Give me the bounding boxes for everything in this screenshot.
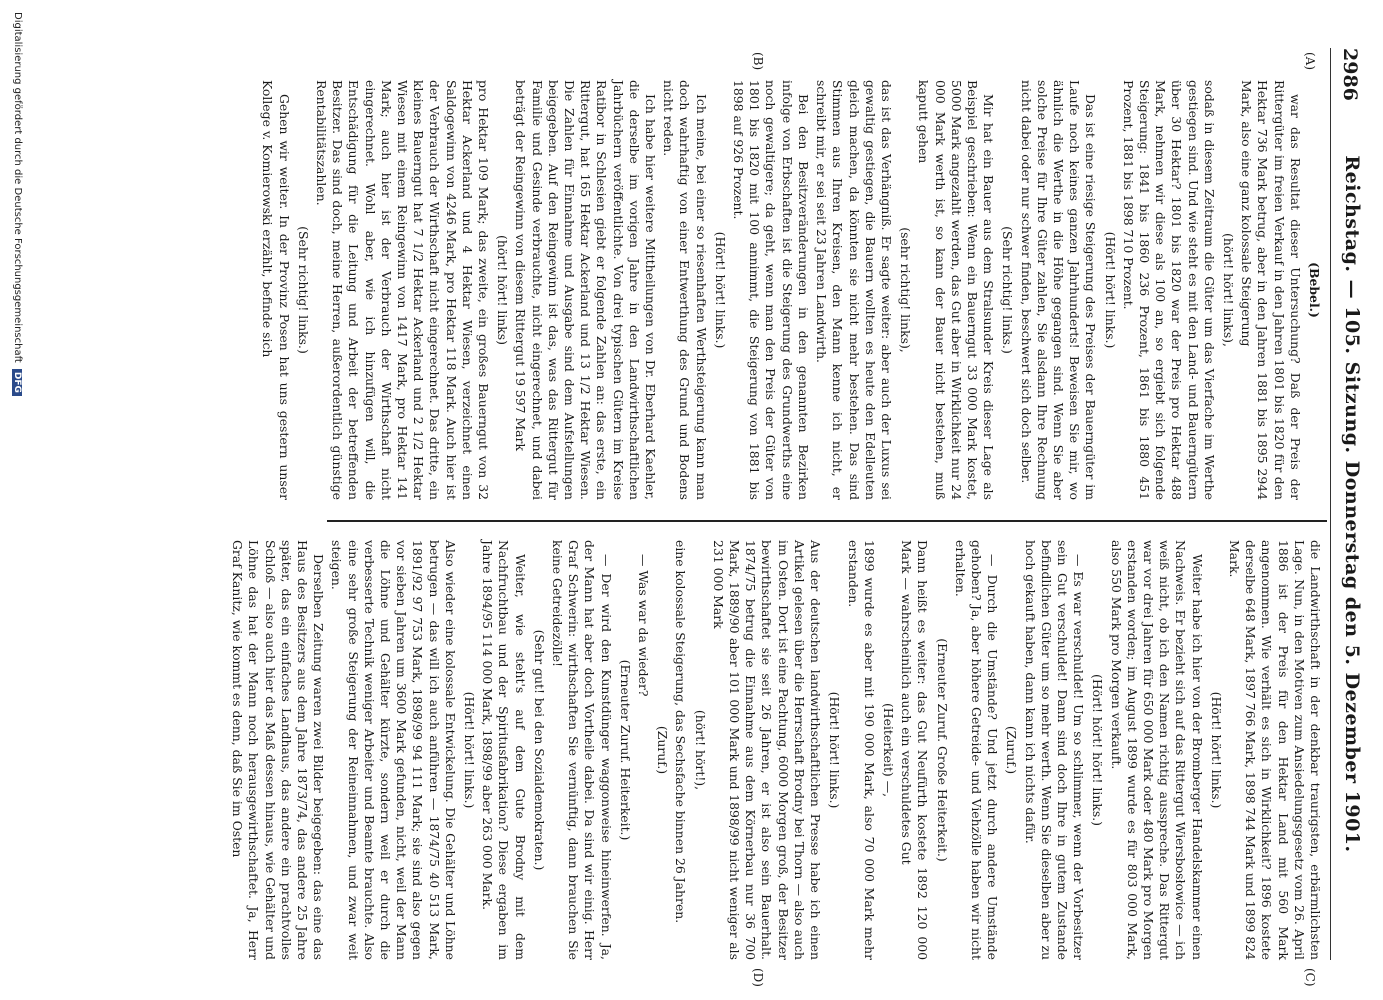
interjection: (Sehr richtig! links.) [1000, 226, 1016, 354]
interjection: (Hört! hört! links.) [827, 691, 843, 809]
paragraph: Ich meine, bei einer so riesenhaften Werthsteigerung kann man doch wahrhaftig von einer Entwerthung des Grund und Bodens nicht reden. [661, 80, 709, 500]
paragraph: Also wieder eine kolossale Entwickelung. Die Gehälter und Löhne betrugen — das will ich auch anführen — 1874/75 40 513 Mark, 1891/92 97 753 Mark, 1898/99 94 111 Mark; sie sind also gegen vor sieben Jahren um 3600 Mark gefunden, nicht, weil der Mann die Löhne und Gehälter kürzte, sondern weil er durch die verbesserte Technik weniger Arbeiter und Beamte brauchte. Also eine sehr große Steigerung der Reineinnahmen, und zwar weit steigen. [329, 540, 458, 960]
margin-marker-b: (B) [751, 52, 765, 71]
paragraph: das ist das Verhängniß. Er sagte weiter: aber auch der Luxus sei gewaltig gestiegen, die Bauern wollten es heute den Edelleuten gleich machen, da könnten sie nicht mehr bestehen. Das sind Stimmen aus Ihren Kreisen, den Mann kenne ich nicht, er schreibt mir, er sei seit 23 Jahren Landwirth. [814, 80, 894, 500]
paragraph: Bei den Besitzveränderungen in den genannten Bezirken infolge von Erbschaften ist die Steigerung des Grundwerths eine noch gewaltigere; da geht, wenn man den Preis der Güter von 1801 bis 1820 mit 100 annimmt, die Steigerung von 1881 bis 1898 auf 926 Prozent. [731, 80, 811, 500]
paragraph: die Landwirthschaft in der denkbar traurigsten, erbärmlichsten Lage. Nun, in den Motiven zum Ansiedelungsgesetz vom 26. April 1886 ist der Preis für den Hektar Land mit 560 Mark angenommen. Wie verhält es sich in Wirklichkeit? 1896 kostete derselbe 648 Mark, 1897 766 Mark, 1898 744 Mark und 1899 824 Mark. [1226, 540, 1323, 960]
left-text-column [257, 80, 1323, 500]
page-footer [12, 0, 23, 1000]
paragraph: — Was war da wieder? [636, 554, 652, 697]
paragraph: Gehen wir weiter. In der Provinz Posen hat uns gestern unser Kollege v. Komierowski erzählt, befinde sich [260, 80, 292, 500]
paragraph: Das ist eine riesige Steigerung des Preises der Bauerngüter im Laufe noch keines ganzen Jahrhunderts! Beweisen Sie mir, wo ähnlich die Werthe in die Höhe gegangen sind. Wenn Sie aber solche Preise für Ihre Güter zahlen, Sie alsdann Ihre Rechnung nicht dabei oder nur schwer finden, beschwert sich doch selber. [1018, 80, 1099, 500]
interjection: (Heiterkeit) —, [880, 702, 896, 798]
paragraph: pro Hektar 109 Mark; das zweite, ein großes Bauerngut von 32 Hektar Ackerland und 4 Hektar Wiesen, verzeichnet einen Saldogewinn von 4246 Mark, pro Hektar 118 Mark. Auch hier ist der Verbrauch der Wirthschaft nicht eingerechnet. Das dritte, ein kleines Bauerngut hat 7 1/2 Hektar Ackerland und 2 1/2 Hektar Wiesen mit einem Reingewinn von 1417 Mark, pro Hektar 141 Mark; auch hier ist der Verbrauch der Wirthschaft nicht eingerechnet. Wohl aber, wie ich hinzufügen will, die Entschädigung für die Leitung und Arbeit der betreffenden Besitzer. Das sind doch, meine Herren, außerordentlich günstige Rentabilitätszahlen. [314, 80, 492, 500]
interjection: (hört! hört! links) [495, 235, 511, 345]
paragraph: eine kolossale Steigerung, das Sechsfache binnen 26 Jahren. [673, 540, 689, 924]
paragraph: Dann heißt es weiter: das Gut Neufürth kostete 1892 120 000 Mark — wahrscheinlich auch ein verschuldetes Gut [899, 540, 931, 960]
paragraph: sodaß in diesem Zeitraum die Güter um das Vierfache im Werthe gestiegen sind. Und wie steht es mit den Land- und Bauerngütern über 30 Hektar? 1801 bis 1820 war der Preis pro Hektar 488 Mark, nehmen wir diese als 100 an, so ergiebt sich folgende Steigerung: 1841 bis 1860 236 Prozent, 1861 bis 1880 451 Prozent, 1881 bis 1898 710 Prozent. [1120, 80, 1217, 500]
margin-marker-c: (C) [1303, 968, 1317, 987]
paragraph: — Es war verschuldet! Um so schlimmer, wenn der Vorbesitzer sein Gut verschuldet! Dann sind doch Ihre in gutem Zustande befindlichen Güter um so mehr werth. Wenn Sie dieselben aber zu hoch gekauft haben, dann kann ich nichts dafür. [1022, 540, 1087, 960]
interjection: (Hört! hört! links.) [1208, 691, 1224, 809]
digitization-credit: Digitalisierung gefördert durch die Deutsche Forschungsgemeinschaft [12, 12, 23, 363]
column-divider [327, 520, 1327, 522]
interjection: (Erneuter Zuruf. Große Heiterkeit.) [934, 638, 950, 862]
header-rule [1330, 48, 1331, 960]
interjection: (Hört! hört! links.) [462, 691, 478, 809]
interjection: (Hört! hört! hört! links.) [1090, 674, 1106, 826]
interjection: (Zuruf.) [1004, 725, 1020, 775]
paragraph: war das Resultat dieser Untersuchung? Daß der Preis der Rittergüter im freien Verkauf in den Jahren 1801 bis 1820 für den Hektar 736 Mark betrug, aber in den Jahren 1881 bis 1895 2944 Mark, also eine ganz kolossale Steigerung [1239, 80, 1303, 500]
speaker-name: (Bebel.) [1307, 262, 1322, 318]
page-number: 2986 [1339, 48, 1361, 101]
paragraph: Mir hat ein Bauer aus dem Stralsunder Kreis dieser Lage als Beispiel geschrieben: Wenn ein Bauerngut 33 000 Mark kostet, 5000 Mark angezahlt werden, das Gut aber in Wirklichkeit nur 24 000 Mark werth ist, so kann der Bauer nicht bestehen, muß kaputt gehen [916, 80, 997, 500]
interjection: (Erneuter Zuruf. Heiterkeit.) [617, 659, 633, 841]
paragraph: — Der wird den Kunstdünger waggonweise hineinwerfen. Ja, der Mann hat aber doch Vortheile dabei. Da sind wir einig. Herr Graf Schwerin: wirthschaften Sie vernünftig, dann brauchen Sie keine Getreidezölle! [550, 540, 614, 960]
dfg-logo: DFG [12, 369, 22, 396]
interjection: (hört! hört!), [692, 709, 708, 791]
right-text-column [227, 540, 1323, 960]
paragraph: Weiter, wie steht's auf dem Gute Brodny mit dem Nachfruchtbau und der Spiritusfabrikation? Diese ergaben im Jahre 1894/95 114 000 Mark, 1898/99 aber 263 000 Mark. [480, 540, 528, 960]
interjection: (hört! hört! links), [1220, 233, 1236, 347]
margin-marker-a: (A) [1303, 52, 1317, 71]
interjection: (Zuruf.) [655, 725, 671, 775]
paragraph: Ich habe hier weitere Mittheilungen von Dr. Eberhard Kaehler, die derselbe im vorigen Jahre in den Landwirthschaftlichen Jahrbüchern veröffentlichte. Von drei typischen Gütern im Kreise Ratibor in Schlesien giebt er folgende Zahlen an: das erste, ein Rittergut, hat 165 Hektar Ackerland und 13 1/2 Hektar Wiesen. Die Zahlen für Einnahme und Ausgabe sind dem Aufstellungen beigegeben. Auf den Reingewinn ist das, was das Rittergut für Familie und Gesinde verbrauchte, nicht eingerechnet, und dabei beträgt der Reingewinn von diesem Rittergut 19 597 Mark [513, 80, 659, 500]
running-head: Reichstag. — 105. Sitzung. Donnerstag den 5. Dezember 1901. [1341, 155, 1363, 853]
paragraph: Aus der deutschen landwirthschaftlichen Presse habe ich einen Artikel gelesen über die Herrschaft Brodny bei Thorn — also auch im Osten. Dort ist eine Pachtung, 6000 Morgen groß, der Besitzer bewirthschaftet sie seit 26 Jahren, er ist also sein Bauerhalt. 1874/75 betrug die Einnahme aus dem Körnerbau nur 36 700 Mark, 1889/90 aber 101 000 Mark und 1898/99 nicht weniger als 231 000 Mark [710, 540, 824, 960]
interjection: (sehr richtig! links), [898, 227, 914, 353]
interjection: (Hört! hört! links.) [1102, 231, 1118, 349]
paragraph: 1899 wurde es aber mit 190 000 Mark, also 70 000 Mark mehr erstanden. [845, 540, 877, 960]
paragraph: Weiter habe ich hier von der Bromberger Handelskammer einen Nachweis. Er bezieht sich auf das Rittergut Wiersbosłowice — ich weiß nicht, ob ich den Namen richtig ausspreche. Das Rittergut war vor drei Jahren für 650 000 Mark oder 480 Mark pro Morgen erstanden worden; im August 1899 wurde es für 803 000 Mark, also 550 Mark pro Morgen verkauft. [1108, 540, 1205, 960]
interjection: (Sehr richtig! links.) [295, 226, 311, 354]
page-header [1331, 48, 1365, 960]
interjection: (Sehr gut! bei den Sozialdemokraten.) [531, 629, 547, 871]
paragraph: Derselben Zeitung waren zwei Bilder beigegeben: das eine das Haus des Besitzers aus dem Jahre 1873/74, das andere 25 Jahre später, das ein einfaches Landhaus, das andere ein prachtvolles Schloß — also auch hier das Maß dessen hinaus, wie Gehälter und Löhne das hat der Mann noch herausgewirthschaftet. Ja, Herr Graf Kanitz, wie kommt es denn, daß Sie im Osten [230, 540, 327, 960]
margin-marker-d: (D) [751, 968, 765, 987]
interjection: (Hört! hört! links.) [712, 231, 728, 349]
paragraph: — Durch die Umstände? Und jetzt durch andere Umstände gehoben? Ja, aber höhere Getreide- und Viehzölle haben wir nicht erhalten. [952, 540, 1001, 960]
